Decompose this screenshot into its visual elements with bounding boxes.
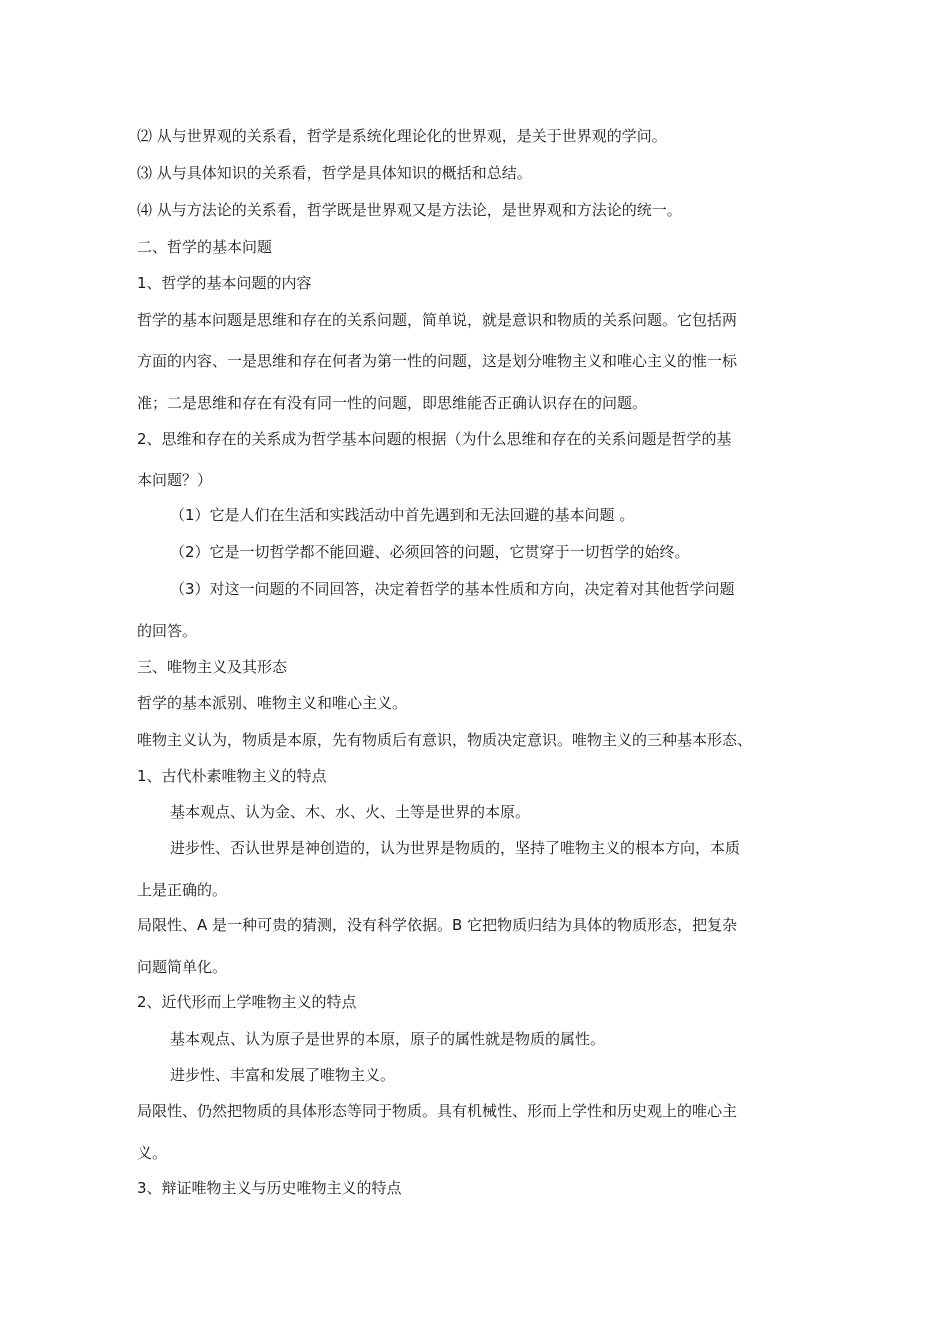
text-line-6: 哲学的基本问题是思维和存在的关系问题，简单说，就是意识和物质的关系问题。它包括两: [137, 311, 738, 329]
text-line-20: 进步性、否认世界是神创造的，认为世界是物质的，坚持了唯物主义的根本方向，本质: [170, 839, 741, 857]
list-item-1: （1）它是人们在生活和实践活动中首先遇到和无法回避的基本问题 。: [170, 506, 635, 524]
subheading-4: 2、近代形而上学唯物主义的特点: [137, 993, 357, 1011]
list-item-3: （3）对这一问题的不同回答，决定着哲学的基本性质和方向，决定着对其他哲学问题: [170, 580, 735, 598]
subheading-5: 3、辩证唯物主义与历史唯物主义的特点: [137, 1179, 402, 1197]
text-line-1: ⑵ 从与世界观的关系看，哲学是系统化理论化的世界观，是关于世界观的学问。: [137, 127, 667, 145]
text-line-10: 本问题？）: [137, 471, 213, 489]
text-line-25: 基本观点、认为原子是世界的本原，原子的属性就是物质的属性。: [170, 1030, 606, 1048]
text-line-21: 上是正确的。: [137, 881, 228, 899]
text-line-16: 哲学的基本派别、唯物主义和唯心主义。: [137, 694, 408, 712]
subheading-1: 1、哲学的基本问题的内容: [137, 274, 312, 292]
list-item-2: （2）它是一切哲学都不能回避、必须回答的问题，它贯穿于一切哲学的始终。: [170, 543, 690, 561]
section-heading-2: 二、哲学的基本问题: [137, 238, 273, 256]
text-line-22: 局限性、A 是一种可贵的猜测，没有科学依据。B 它把物质归结为具体的物质形态，把复杂: [137, 916, 738, 934]
text-line-27: 局限性、仍然把物质的具体形态等同于物质。具有机械性、形而上学性和历史观上的唯心主: [137, 1102, 738, 1120]
text-line-23: 问题简单化。: [137, 958, 228, 976]
subheading-3: 1、古代朴素唯物主义的特点: [137, 767, 327, 785]
text-line-7: 方面的内容、一是思维和存在何者为第一性的问题，这是划分唯物主义和唯心主义的惟一标: [137, 352, 738, 370]
text-line-17: 唯物主义认为，物质是本原，先有物质后有意识，物质决定意识。唯物主义的三种基本形态、: [137, 731, 753, 749]
section-heading-3: 三、唯物主义及其形态: [137, 658, 288, 676]
text-line-19: 基本观点、认为金、木、水、火、土等是世界的本原。: [170, 803, 531, 821]
subheading-2: 2、思维和存在的关系成为哲学基本问题的根据（为什么思维和存在的关系问题是哲学的基: [137, 430, 732, 448]
text-line-2: ⑶ 从与具体知识的关系看，哲学是具体知识的概括和总结。: [137, 164, 532, 182]
text-line-8: 准；二是思维和存在有没有同一性的问题，即思维能否正确认识存在的问题。: [137, 394, 648, 412]
text-line-28: 义。: [137, 1144, 168, 1162]
text-line-26: 进步性、丰富和发展了唯物主义。: [170, 1066, 396, 1084]
text-line-3: ⑷ 从与方法论的关系看，哲学既是世界观又是方法论，是世界观和方法论的统一。: [137, 201, 682, 219]
text-line-14: 的回答。: [137, 622, 198, 640]
